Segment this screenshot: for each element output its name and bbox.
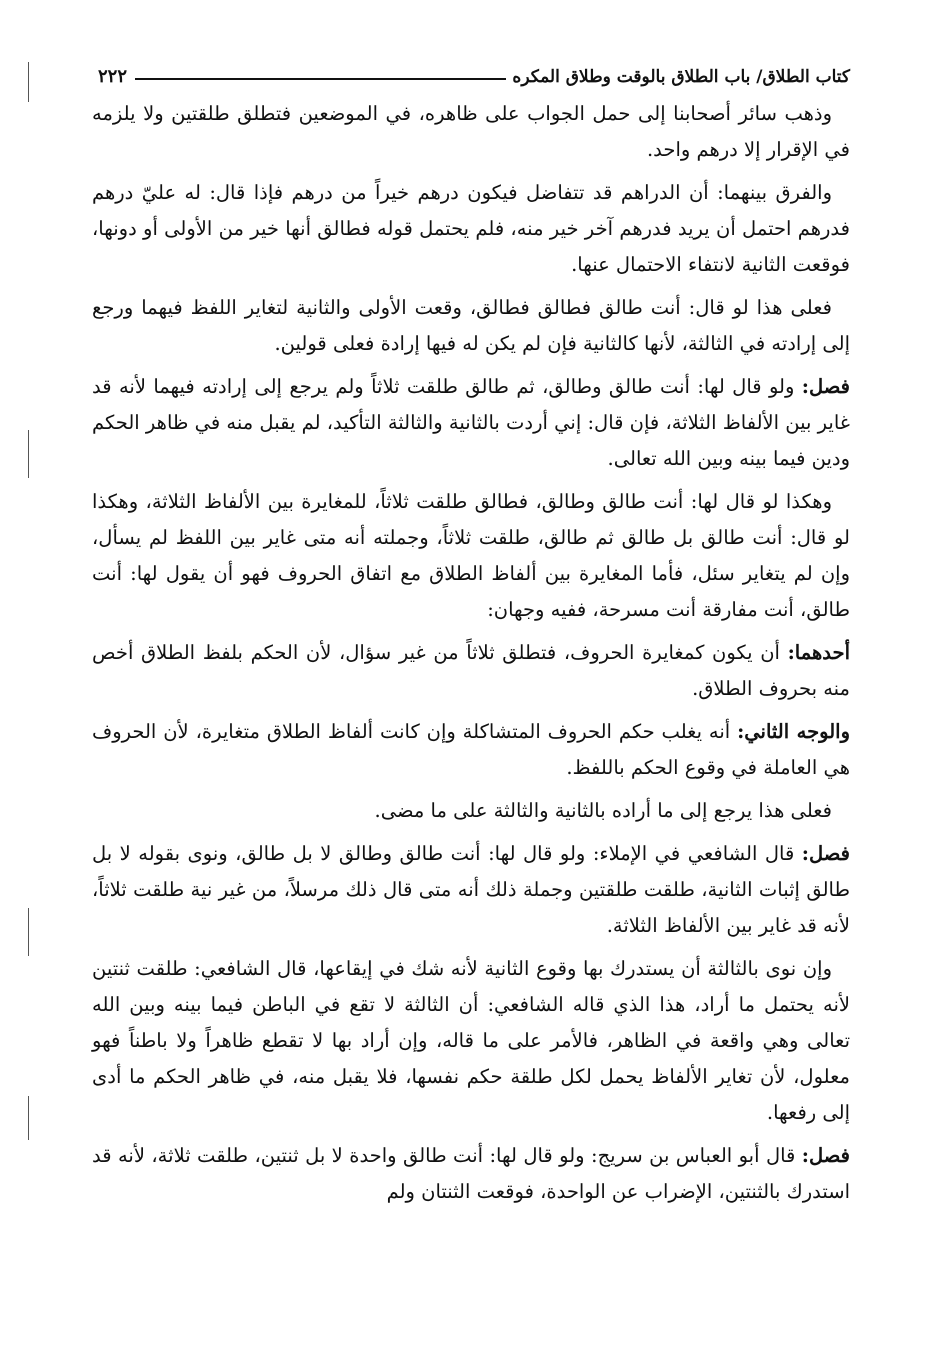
paragraph [92,290,850,362]
section-paragraph [92,1138,850,1210]
header-title: كتاب الطلاق/ باب الطلاق بالوقت وطلاق المكره [512,67,850,87]
section-paragraph [92,836,850,944]
margin-mark [28,908,29,956]
paragraph-text: وذهب سائر أصحابنا إلى حمل الجواب على ظاهره، في الموضعين فتطلق طلقتين ولا يلزمه في الإقرار إلا درهم واحد. [92,102,850,161]
running-header [92,52,850,86]
paragraph-text: فعلى هذا يرجع إلى ما أراده بالثانية والثالثة على ما مضى. [374,799,832,822]
paragraph-text: قال أبو العباس بن سريج: ولو قال لها: أنت طالق واحدة لا بل ثنتين، طلقت ثلاثة، لأنه قد استدرك بالثنتين، الإضراب عن الواحدة، فوقعت الثنتان ولم [92,1144,850,1203]
header-rule [135,78,506,80]
paragraph-text: أنه يغلب حكم الحروف المتشاكلة وإن كانت ألفاظ الطلاق متغايرة، لأن الحروف هي العاملة في وقوع الحكم باللفظ. [92,720,850,779]
paragraph [92,175,850,283]
paragraph-text: والفرق بينهما: أن الدراهم قد تتفاضل فيكون درهم خيراً من درهم فإذا قال: له عليّ درهم فدرهم احتمل أن يريد فدرهم آخر خير منه، فلم يحتمل قوله فطالق أنها خير من الأولى أو دونها، فوقعت الثانية لانتفاء الاحتمال عنها. [92,181,850,276]
paragraph [92,96,850,168]
paragraph-text: وهكذا لو قال لها: أنت طالق وطالق، فطالق طلقت ثلاثاً، للمغايرة بين الألفاظ الثلاثة، وهكذا لو قال: أنت طالق بل طالق ثم طالق، طلقت ثلاثاً، وجملته أنه متى غاير بين اللفظ لم يسأل، وإن لم يتغاير سئل، فأما المغايرة بين ألفاظ الطلاق مع اتفاق الحروف فهو أن يقول لها: أنت طالق، أنت مفارقة أنت مسرحة، ففيه وجهان: [92,490,850,621]
book-page [92,52,850,1351]
paragraph-lead: فصل: [801,375,850,398]
paragraph-lead: فصل: [801,1144,850,1167]
section-paragraph [92,369,850,477]
paragraph-text: قال الشافعي في الإملاء: ولو قال لها: أنت طالق وطالق لا بل طالق، ونوى بقوله لا بل طالق إثبات الثانية، طلقت طلقتين وجملة ذلك أنه متى قال ذلك مرسلاً، من غير نية طلقت ثلاثاً، لأنه قد غاير بين الألفاظ الثلاثة. [92,842,850,937]
page-number: ٢٢٢ [98,66,128,87]
margin-mark [28,1096,29,1140]
paragraph [92,484,850,628]
page-body [92,96,850,1210]
paragraph [92,793,850,829]
paragraph-lead: والوجه الثاني: [737,720,851,743]
paragraph-text: أن يكون كمغايرة الحروف، فتطلق ثلاثاً من غير سؤال، لأن الحكم بلفظ الطلاق أخص منه بحروف الطلاق. [92,641,850,700]
margin-mark [28,430,29,478]
margin-mark [28,62,29,102]
paragraph-text: وإن نوى بالثالثة أن يستدرك بها وقوع الثانية لأنه شك في إيقاعها، قال الشافعي: طلقت ثنتين لأنه يحتمل ما أراد، هذا الذي قاله الشافعي: أن الثالثة لا تقع في الباطن فيما بينه وبين الله تعالى وهي واقعة في الظاهر، فالأمر على ما قاله، وإن أراد بها لا تقطع ظاهراً ولا باطناً فهو معلول، لأن تغاير الألفاظ يحمل لكل طلقة حكم نفسها، فلا يقبل منه، في ظاهر الحكم ما أدى إلى رفعها. [92,957,850,1124]
paragraph-lead: أحدهما: [787,641,850,664]
paragraph-lead: فصل: [801,842,850,865]
paragraph [92,951,850,1131]
paragraph-text: ولو قال لها: أنت طالق وطالق، ثم طالق طلقت ثلاثاً ولم يرجع إلى إرادته فيهما لأنه قد غاير بين الألفاظ الثلاثة، فإن قال: إني أردت بالثانية والثالثة التأكيد، لم يقبل منه في ظاهر الحكم ودين فيما بينه وبين الله تعالى. [92,375,850,470]
section-paragraph [92,635,850,707]
section-paragraph [92,714,850,786]
paragraph-text: فعلى هذا لو قال: أنت طالق فطالق فطالق، وقعت الأولى والثانية لتغاير اللفظ فيهما ورجع إلى إرادته في الثالثة، لأنها كالثانية فإن لم يكن له فيها إرادة فعلى قولين. [92,296,850,355]
